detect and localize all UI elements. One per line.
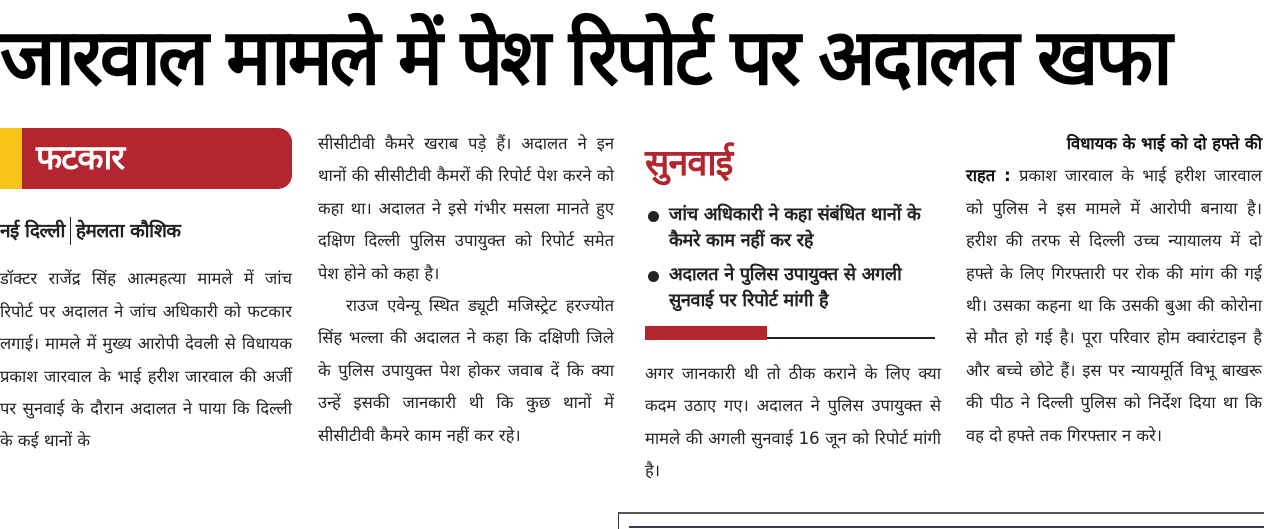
bullet-item <box>645 202 941 254</box>
divider-line <box>767 337 935 339</box>
article-paragraph: राउज एवेन्यू स्थित ड्यूटी मजिस्ट्रेट हरज्योत सिंह भल्ला की अदालत ने कहा कि दक्षिणी जिले के पुलिस उपायुक्त पेश होकर जवाब दें कि क्या उन्हें इसकी जानकारी थी कि कुछ थानों में सीसीटीवी कैमरे काम नहीं कर रहे। <box>318 296 614 445</box>
byline-author: हेमलता कौशिक <box>75 220 181 242</box>
byline-location: नई दिल्ली <box>0 220 65 242</box>
subhead-lead: राहत : <box>966 166 1011 186</box>
bullet-icon <box>648 271 659 282</box>
bullet-icon <box>648 211 659 222</box>
tag-yellow-strip <box>0 128 22 189</box>
article-paragraph: अगर जानकारी थी तो ठीक कराने के लिए क्या कदम उठाए गए। अदालत ने पुलिस उपायुक्त से मामले की अगली सुनवाई 16 जून को रिपोर्ट मांगी है। <box>645 364 941 481</box>
byline <box>0 215 292 247</box>
sidebar-hearing <box>645 128 941 488</box>
bullet-item <box>645 262 941 314</box>
article-paragraph: डॉक्टर राजेंद्र सिंह आत्महत्या मामले में जांच रिपोर्ट पर अदालत ने जांच अधिकारी को फटकार लगाई। मामले में मुख्य आरोपी देवली से विधायक प्रकाश जारवाल के भाई हरीश जारवाल की अर्जी पर सुनवाई के दौरान अदालत ने पाया कि दिल्ली के कई थानों के <box>0 269 292 451</box>
column-4 <box>966 128 1262 452</box>
sidebar-title: सुनवाई <box>645 143 733 184</box>
column-2 <box>318 128 614 452</box>
bullet-text: अदालत ने पुलिस उपायुक्त से अगली सुनवाई पर रिपोर्ट मांगी है <box>669 264 902 311</box>
article-paragraph: सीसीटीवी कैमरे खराब पड़े हैं। अदालत ने इन थानों की सीसीटीवी कैमरों की रिपोर्ट पेश करने को कहा था। अदालत ने इसे गंभीर मसला मानते हुए दक्षिण दिल्ली पुलिस उपायुक्त को रिपोर्ट समेत पेश होने को कहा है। <box>318 134 614 283</box>
tag-label: फटकार <box>22 128 292 189</box>
byline-divider <box>70 217 71 245</box>
headline: जारवाल मामले में पेश रिपोर्ट पर अदालत खफा <box>0 13 1170 103</box>
section-tag <box>0 128 292 189</box>
bottom-box-inner-line <box>629 526 1264 528</box>
article-paragraph <box>966 160 1262 452</box>
paragraph-text: प्रकाश जारवाल के भाई हरीश जारवाल को पुलिस ने इस मामले में आरोपी बनाया है। हरीश की तरफ से दिल्ली उच्च न्यायालय में दो हफ्ते के लिए गिरफ्तारी पर रोक की मांग की गई थी। उसका कहना था कि उसकी बुआ की कोरोना से मौत हो गई है। पूरा परिवार होम क्वारंटाइन है और बच्चे छोटे हैं। इस पर न्यायमूर्ति विभू बाखरू की पीठ ने दिल्ली पुलिस को निर्देश दिया था कि वह दो हफ्ते तक गिरफ्तार न करे। <box>966 166 1262 445</box>
bullet-text: जांच अधिकारी ने कहा संबंधित थानों के कैमरे काम नहीं कर रहे <box>669 204 921 251</box>
sidebar-divider <box>645 322 941 338</box>
subhead: विधायक के भाई को दो हफ्ते की <box>1066 134 1262 153</box>
column-1 <box>0 128 292 458</box>
divider-red-bar <box>645 326 767 340</box>
sidebar-bullets <box>645 202 941 314</box>
